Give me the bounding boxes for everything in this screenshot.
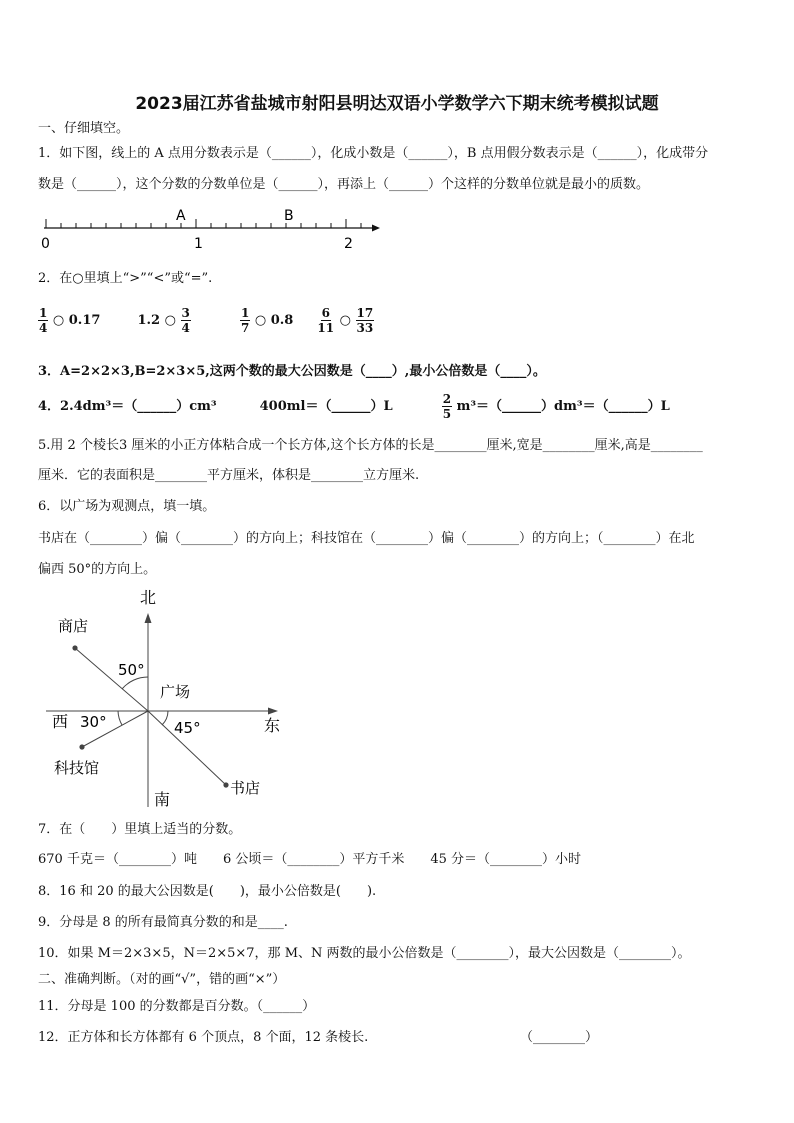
section-1-heading: 一、仔细填空。 — [38, 121, 130, 136]
question-4-a: 4．2.4dm³＝（______）cm³ — [38, 399, 217, 414]
direction-diagram — [40, 585, 300, 815]
label-angle-30: 30° — [80, 713, 107, 731]
label-west: 西 — [52, 712, 69, 731]
label-angle-50: 50° — [118, 661, 145, 679]
question-12: 12．正方体和长方体都有 6 个顶点，8 个面，12 条棱长. — [38, 1030, 369, 1045]
question-5-line-2: 厘米．它的表面积是________平方厘米，体积是________立方厘米. — [38, 468, 420, 483]
question-4 — [38, 392, 670, 421]
fraction-3-4: $\frac{3}{4}$ — [181, 306, 190, 335]
question-12-blank: （________） — [520, 1030, 599, 1045]
point-a-label: A — [176, 208, 186, 224]
compare-1: ○ 0.17 — [52, 313, 101, 328]
question-5-line-1: 5.用 2 个棱长3 厘米的小正方体粘合成一个长方体,这个长方体的长是________厘米,宽是________厘米,高是________ — [38, 438, 703, 453]
tick-label-2: 2 — [344, 236, 353, 252]
shop-point — [72, 645, 77, 650]
question-7-title: 7．在（ ）里填上适当的分数。 — [38, 822, 242, 837]
fraction-1-7: $\frac{1}{7}$ — [240, 306, 250, 335]
question-8: 8．16 和 20 的最大公因数是( )，最小公倍数是( ). — [38, 884, 377, 899]
label-south: 南 — [154, 790, 171, 809]
ray-shop — [75, 648, 148, 711]
museum-point — [79, 744, 84, 749]
question-4-c: m³＝（______）dm³＝（______）L — [456, 399, 670, 414]
label-shop: 商店 — [58, 617, 89, 635]
number-line-ticks — [46, 219, 361, 228]
angle-arc-east — [162, 711, 168, 725]
fraction-17-33: $\frac{17}{33}$ — [356, 306, 374, 335]
compare-3: ○ 0.8 — [254, 313, 294, 328]
label-museum: 科技馆 — [54, 759, 100, 777]
label-angle-45: 45° — [174, 719, 201, 737]
question-1-line-1: 1．如下图，线上的 A 点用分数表示是（______），化成小数是（______），B 点用假分数表示是（______），化成带分 — [38, 146, 709, 161]
angle-arc-west — [118, 711, 122, 725]
point-b-label: B — [284, 208, 294, 224]
question-6-line-1: 书店在（________）偏（________）的方向上；科技馆在（________）偏（________）的方向上；（________）在北 — [38, 531, 695, 546]
question-7-line: 670 千克＝（________）吨 6 公顷＝（________）平方千米 45 分＝（________）小时 — [38, 852, 582, 867]
number-line-arrow — [372, 225, 380, 232]
fraction-1-4: $\frac{1}{4}$ — [39, 306, 48, 335]
section-2-heading: 二、准确判断。（对的画“√”，错的画“×”） — [38, 972, 286, 987]
question-2-items — [38, 306, 374, 335]
question-10: 10．如果 M＝2×3×5，N＝2×5×7，那 M、N 两数的最小公倍数是（________），最大公因数是（________）。 — [38, 946, 691, 961]
east-arrow — [268, 708, 278, 715]
question-6-title: 6．以广场为观测点，填一填。 — [38, 499, 216, 514]
question-4-b: 400ml＝（______）L — [259, 399, 393, 414]
question-6-line-2: 偏西 50°的方向上。 — [38, 562, 157, 577]
page-title: 2023届江苏省盐城市射阳县明达双语小学数学六下期末统考模拟试题 — [135, 94, 659, 114]
label-bookstore: 书店 — [230, 779, 261, 797]
fraction-2-5: $\frac{2}{5}$ — [442, 392, 452, 421]
question-9: 9．分母是 8 的所有最简真分数的和是____. — [38, 915, 288, 930]
question-3: 3．A=2×2×3,B=2×3×5,这两个数的最大公因数是（____）,最小公倍数是（____）。 — [38, 364, 546, 379]
label-east: 东 — [264, 716, 281, 735]
fraction-6-11: $\frac{6}{11}$ — [317, 306, 335, 335]
north-arrow — [145, 613, 152, 623]
tick-label-0: 0 — [41, 236, 50, 252]
question-1-line-2: 数是（______），这个分数的分数单位是（______），再添上（______）个这样的分数单位就是最小的质数。 — [38, 177, 650, 192]
number-line — [36, 204, 386, 254]
compare-2-left: 1.2 ○ — [137, 313, 176, 328]
label-center: 广场 — [160, 683, 191, 701]
question-11: 11．分母是 100 的分数都是百分数。（______） — [38, 999, 316, 1014]
tick-label-1: 1 — [194, 236, 203, 252]
bookstore-point — [223, 782, 228, 787]
label-north: 北 — [140, 588, 157, 607]
question-2-text: 2．在○里填上“>”“<”或“=”. — [38, 271, 213, 286]
compare-4: ○ — [339, 313, 351, 328]
